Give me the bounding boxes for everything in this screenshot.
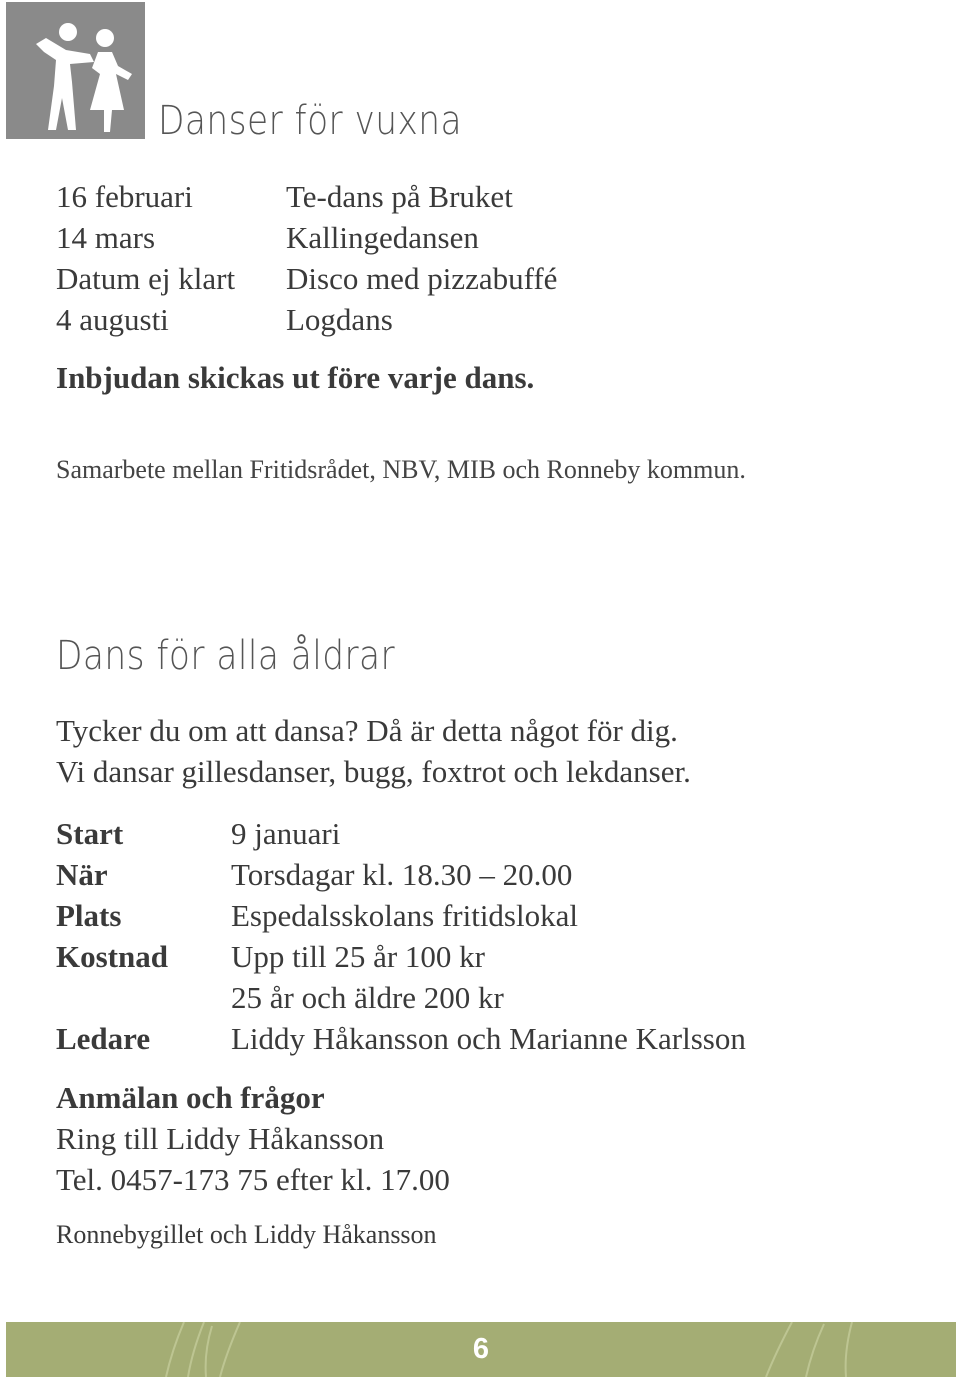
section-title-all-ages: Dans för alla åldrar — [56, 633, 396, 679]
section-title-adult-dances: Danser för vuxna — [158, 98, 463, 144]
page-number: 6 — [472, 1333, 490, 1365]
registration-title: Anmälan och frågor — [56, 1080, 325, 1115]
detail-label: När — [56, 857, 108, 892]
intro-line: Tycker du om att dansa? Då är detta något för dig. — [56, 713, 678, 748]
detail-row — [56, 854, 746, 895]
dancing-couple-icon — [6, 2, 145, 139]
invite-note: Inbjudan skickas ut före varje dans. — [56, 360, 535, 395]
detail-value: Liddy Håkansson och Marianne Karlsson — [231, 1021, 746, 1056]
page-footer — [6, 1322, 956, 1377]
detail-label — [56, 977, 231, 1018]
event-row — [56, 217, 557, 258]
event-list — [56, 176, 557, 340]
organizer: Ronnebygillet och Liddy Håkansson — [56, 1220, 437, 1249]
event-name: Disco med pizzabuffé — [286, 261, 558, 296]
detail-value: Espedalsskolans fritidslokal — [231, 898, 578, 933]
detail-row — [56, 977, 746, 1018]
event-row — [56, 258, 557, 299]
detail-value: Torsdagar kl. 18.30 – 20.00 — [231, 857, 573, 892]
details-list — [56, 813, 746, 1059]
event-name: Kallingedansen — [286, 220, 479, 255]
event-name: Logdans — [286, 302, 393, 337]
registration-line: Ring till Liddy Håkansson — [56, 1121, 385, 1156]
detail-value: 25 år och äldre 200 kr — [231, 980, 504, 1015]
event-name: Te-dans på Bruket — [286, 179, 513, 214]
detail-row — [56, 1018, 746, 1059]
collaboration-note: Samarbete mellan Fritidsrådet, NBV, MIB och Ronneby kommun. — [56, 455, 746, 484]
detail-row — [56, 895, 746, 936]
event-date: 16 februari — [56, 179, 193, 214]
detail-row — [56, 936, 746, 977]
event-row — [56, 299, 557, 340]
event-date: 14 mars — [56, 220, 156, 255]
detail-value: 9 januari — [231, 816, 341, 851]
event-date: 4 augusti — [56, 302, 169, 337]
event-row — [56, 176, 557, 217]
detail-label: Kostnad — [56, 939, 168, 974]
detail-label: Start — [56, 816, 124, 851]
registration-line: Tel. 0457-173 75 efter kl. 17.00 — [56, 1162, 450, 1197]
intro-line: Vi dansar gillesdanser, bugg, foxtrot och lekdanser. — [56, 754, 691, 789]
detail-label: Ledare — [56, 1021, 151, 1056]
event-date: Datum ej klart — [56, 261, 236, 296]
detail-label: Plats — [56, 898, 122, 933]
detail-value: Upp till 25 år 100 kr — [231, 939, 485, 974]
detail-row — [56, 813, 746, 854]
